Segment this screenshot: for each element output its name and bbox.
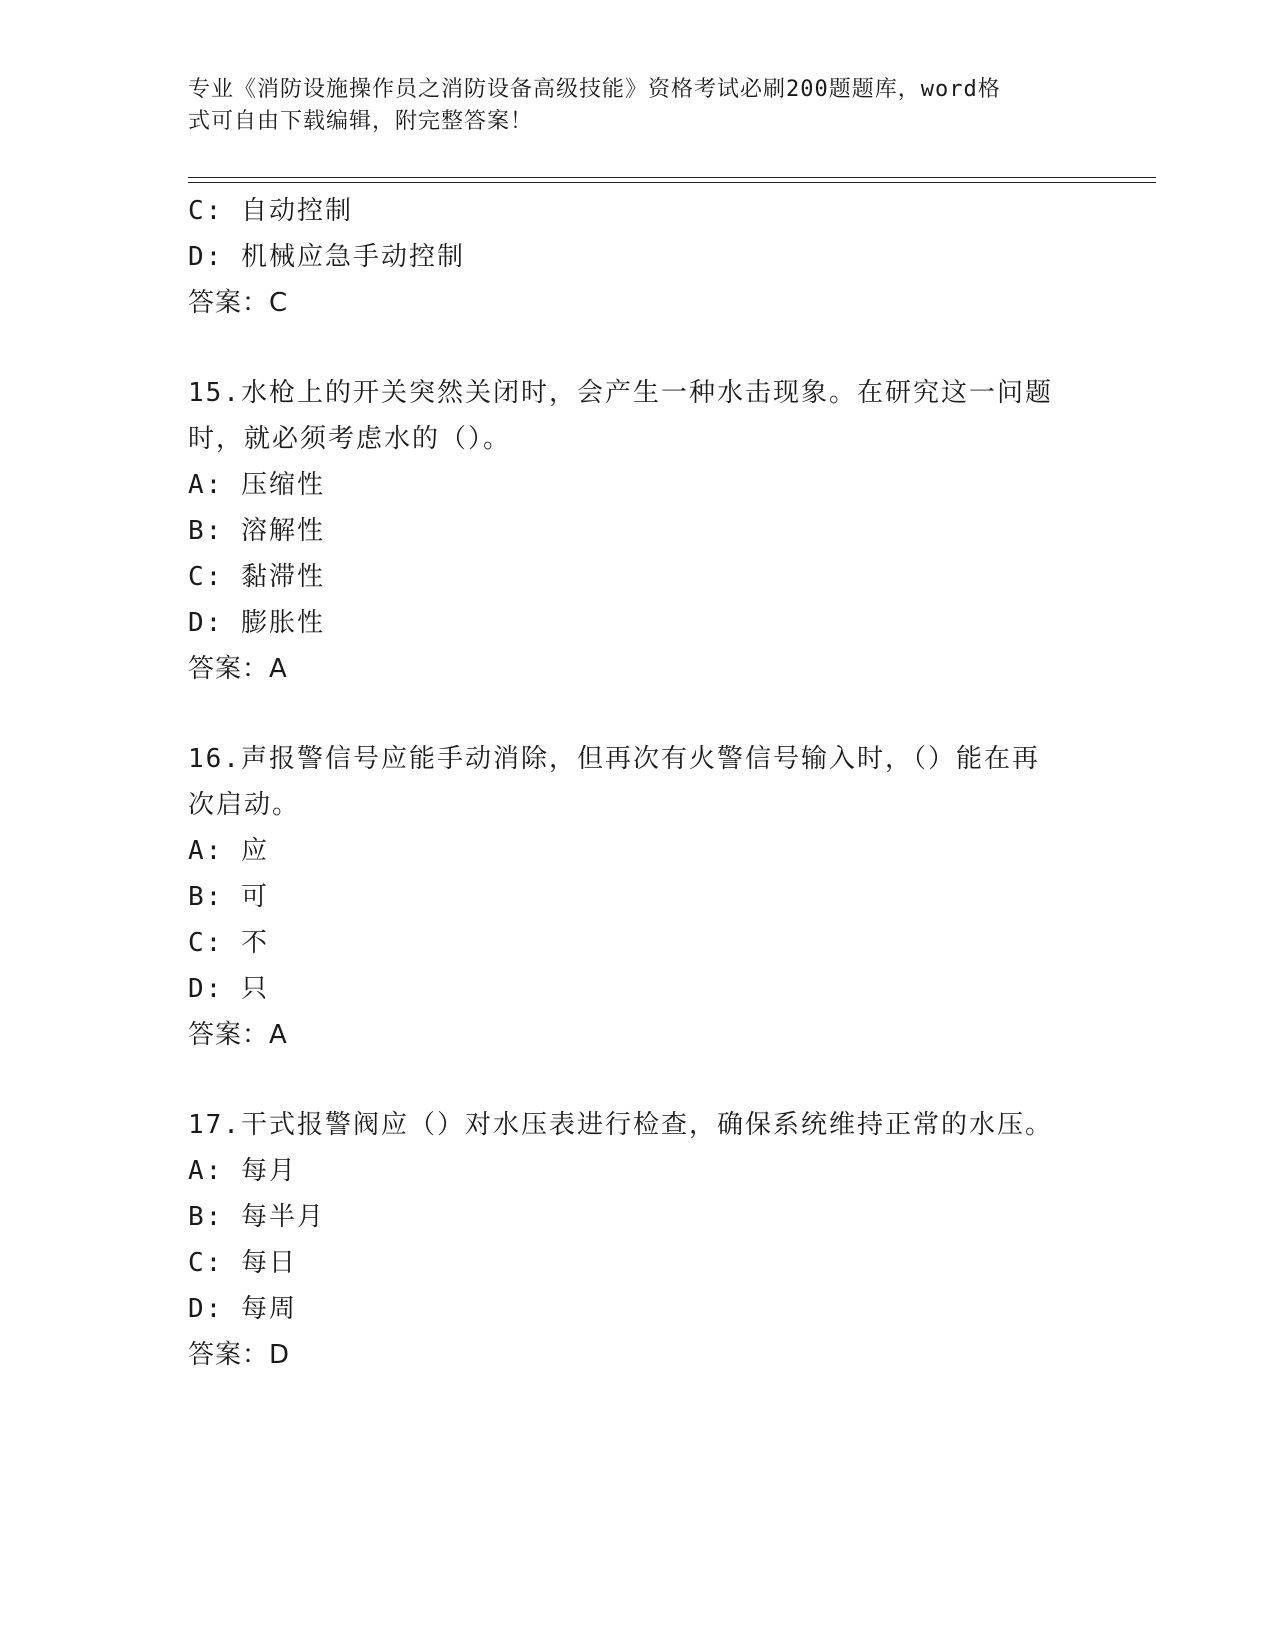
option-a: A: 每月 [188, 1156, 297, 1186]
option-b: B: 每半月 [188, 1202, 325, 1232]
document-header [188, 74, 1068, 138]
answer: 答案：D [188, 1340, 291, 1370]
question-17 [188, 1102, 1088, 1378]
header-line-1: 专业《消防设施操作员之消防设备高级技能》资格考试必刷200题题库，word格 [188, 77, 1001, 102]
question-content [188, 188, 1088, 1378]
header-line-2: 式可自由下载编辑，附完整答案！ [188, 109, 534, 134]
option-c: C: 自动控制 [188, 196, 353, 226]
previous-question-tail [188, 188, 1088, 326]
option-a: A: 应 [188, 836, 269, 866]
header-divider-top [188, 177, 1156, 178]
option-d: D: 只 [188, 974, 269, 1004]
option-a: A: 压缩性 [188, 470, 325, 500]
option-b: B: 可 [188, 882, 269, 912]
answer: 答案：A [188, 654, 288, 684]
option-c: C: 黏滞性 [188, 562, 325, 592]
answer: 答案：C [188, 288, 289, 318]
question-stem-line-1: 16.声报警信号应能手动消除，但再次有火警信号输入时，（）能在再 [188, 744, 1040, 774]
answer: 答案：A [188, 1020, 288, 1050]
option-d: D: 机械应急手动控制 [188, 242, 465, 272]
question-16 [188, 736, 1088, 1058]
option-b: B: 溶解性 [188, 516, 325, 546]
question-stem-line-1: 17.干式报警阀应（）对水压表进行检查，确保系统维持正常的水压。 [188, 1110, 1053, 1140]
header-divider-bottom [188, 182, 1156, 183]
option-d: D: 膨胀性 [188, 608, 325, 638]
option-c: C: 每日 [188, 1248, 297, 1278]
option-d: D: 每周 [188, 1294, 297, 1324]
question-15 [188, 370, 1088, 692]
question-stem-line-2: 时，就必须考虑水的（）。 [188, 424, 512, 454]
question-stem-line-1: 15.水枪上的开关突然关闭时，会产生一种水击现象。在研究这一问题 [188, 378, 1053, 408]
question-stem-line-2: 次启动。 [188, 790, 301, 820]
option-c: C: 不 [188, 928, 269, 958]
